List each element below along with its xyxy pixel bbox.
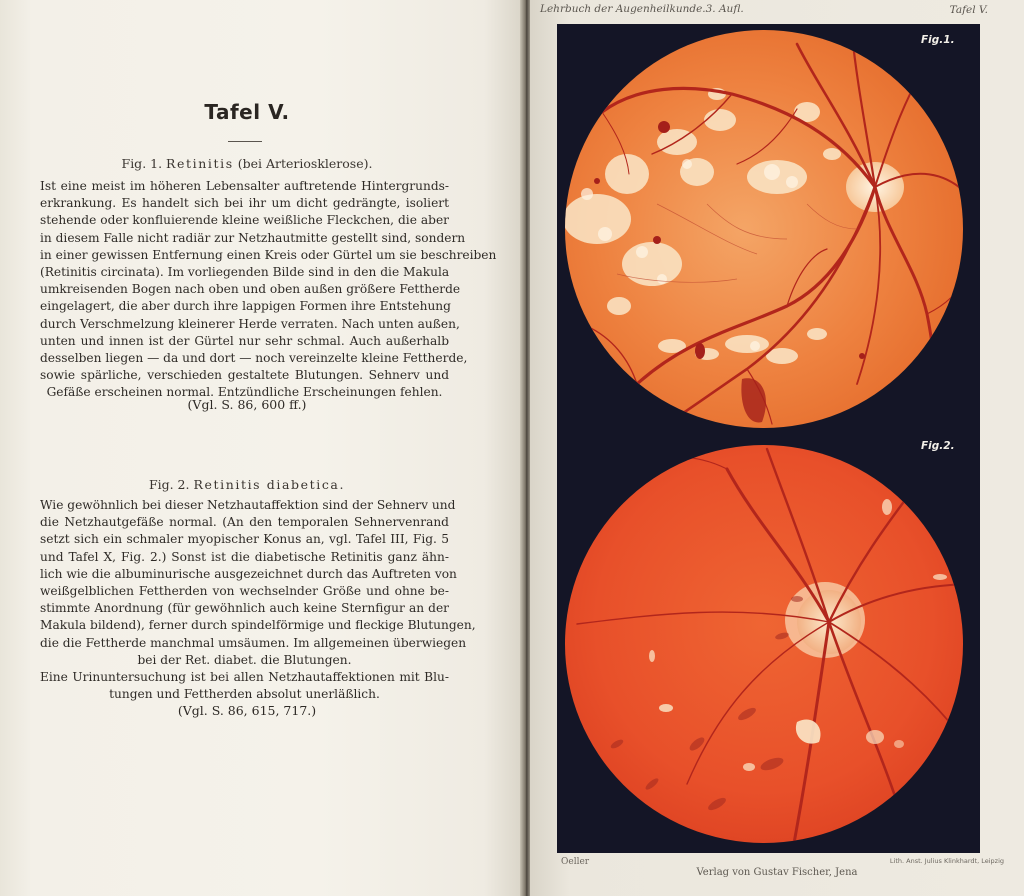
- text-line: eingelagert, die aber durch ihre lappigen Formen ihre Entstehung: [40, 299, 451, 314]
- title-divider: [228, 141, 262, 142]
- artist-signature: Oeller: [561, 857, 590, 867]
- figure2-heading-prefix: Fig. 2.: [148, 477, 190, 492]
- figure1-heading-prefix: Fig. 1.: [121, 156, 163, 171]
- text-line: lich wie die albuminurische ausgezeichnet durch das Auftreten von: [40, 566, 457, 581]
- figure2-label: Fig.2.: [921, 440, 955, 452]
- figure1-description: [40, 178, 497, 401]
- text-line: Makula bildend), ferner durch spindelförmige und fleckige Blutungen,: [40, 618, 476, 633]
- text-line: in diesem Falle nicht radiär zur Netzhautmitte gestellt sind, sondern: [40, 230, 466, 245]
- text-line: erkrankung. Es handelt sich bei ihr um dicht gedrängte, isoliert: [40, 196, 449, 211]
- color-plate: [557, 24, 980, 853]
- fundus-figure-2: [565, 445, 977, 853]
- figure1-heading-title: Retinitis: [166, 156, 234, 171]
- text-line: und Tafel X, Fig. 2.) Sonst ist die diabetische Retinitis ganz ähn-: [40, 549, 449, 564]
- right-page: [530, 0, 1024, 896]
- text-line: bei der Ret. diabet. die Blutungen.: [137, 652, 352, 667]
- text-line: setzt sich ein schmaler myopischer Konus an, vgl. Tafel III, Fig. 5: [40, 532, 449, 547]
- text-line: weißgelblichen Fettherden von wechselnder Größe und ohne be-: [40, 583, 449, 598]
- text-line: stehende oder konfluierende kleine weißliche Fleckchen, die aber: [40, 213, 449, 228]
- figure2-description: [40, 497, 476, 703]
- running-header: Lehrbuch der Augenheilkunde.3. Aufl.: [540, 3, 744, 15]
- printer-credit: Lith. Anst. Julius Klinkhardt, Leipzig: [889, 857, 1004, 865]
- publisher-line: Verlag von Gustav Fischer, Jena: [696, 867, 858, 878]
- figure2-heading-title: Retinitis diabetica.: [193, 477, 346, 492]
- text-line: Eine Urinuntersuchung ist bei allen Netzhautaffektionen mit Blu-: [40, 669, 449, 684]
- text-line: die Netzhautgefäße normal. (An den temporalen Sehnervenrand: [40, 515, 449, 530]
- text-line: desselben liegen — da und dort — noch vereinzelte kleine Fettherde,: [40, 350, 468, 365]
- text-line: stimmte Anordnung (für gewöhnlich auch keine Sternfigur an der: [40, 601, 449, 616]
- plate-number: Tafel V.: [949, 4, 988, 16]
- text-line: sowie spärliche, verschieden gestaltete Blutungen. Sehnerv und: [40, 368, 449, 383]
- text-line: unten und innen ist der Gürtel nur sehr schmal. Auch außerhalb: [40, 333, 449, 348]
- text-line: (Retinitis circinata). Im vorliegenden Bilde sind in den die Makula: [40, 264, 450, 279]
- page-title: Tafel V.: [204, 100, 290, 124]
- fundus-figure-1: [563, 30, 967, 428]
- text-line: Ist eine meist im höheren Lebensalter auftretende Hintergrunds-: [40, 179, 449, 193]
- text-line: die die Fettherde manchmal umsäumen. Im allgemeinen überwiegen: [40, 635, 467, 650]
- figure2-heading: [0, 477, 494, 492]
- text-line: durch Verschmelzung kleinerer Herde verraten. Nach unten außen,: [40, 316, 460, 331]
- figure2-reference: (Vgl. S. 86, 615, 717.): [177, 703, 317, 718]
- text-line: umkreisenden Bogen nach oben und oben außen größere Fettherde: [40, 282, 461, 297]
- text-line: Gefäße erscheinen normal. Entzündliche Erscheinungen fehlen.: [46, 385, 443, 400]
- text-line: Wie gewöhnlich bei dieser Netzhautaffektion sind der Sehnerv und: [40, 498, 456, 512]
- text-line: tungen und Fettherden absolut unerläßlich.: [109, 687, 380, 702]
- fundus-illustrations: [557, 24, 980, 853]
- figure1-label: Fig.1.: [921, 34, 955, 46]
- figure1-reference: (Vgl. S. 86, 600 ff.): [187, 397, 307, 412]
- text-line: in einer gewissen Entfernung einen Kreis oder Gürtel um sie beschreiben: [40, 247, 497, 262]
- figure1-heading-suffix: (bei Arteriosklerose).: [237, 156, 373, 171]
- figure1-heading: [0, 156, 494, 171]
